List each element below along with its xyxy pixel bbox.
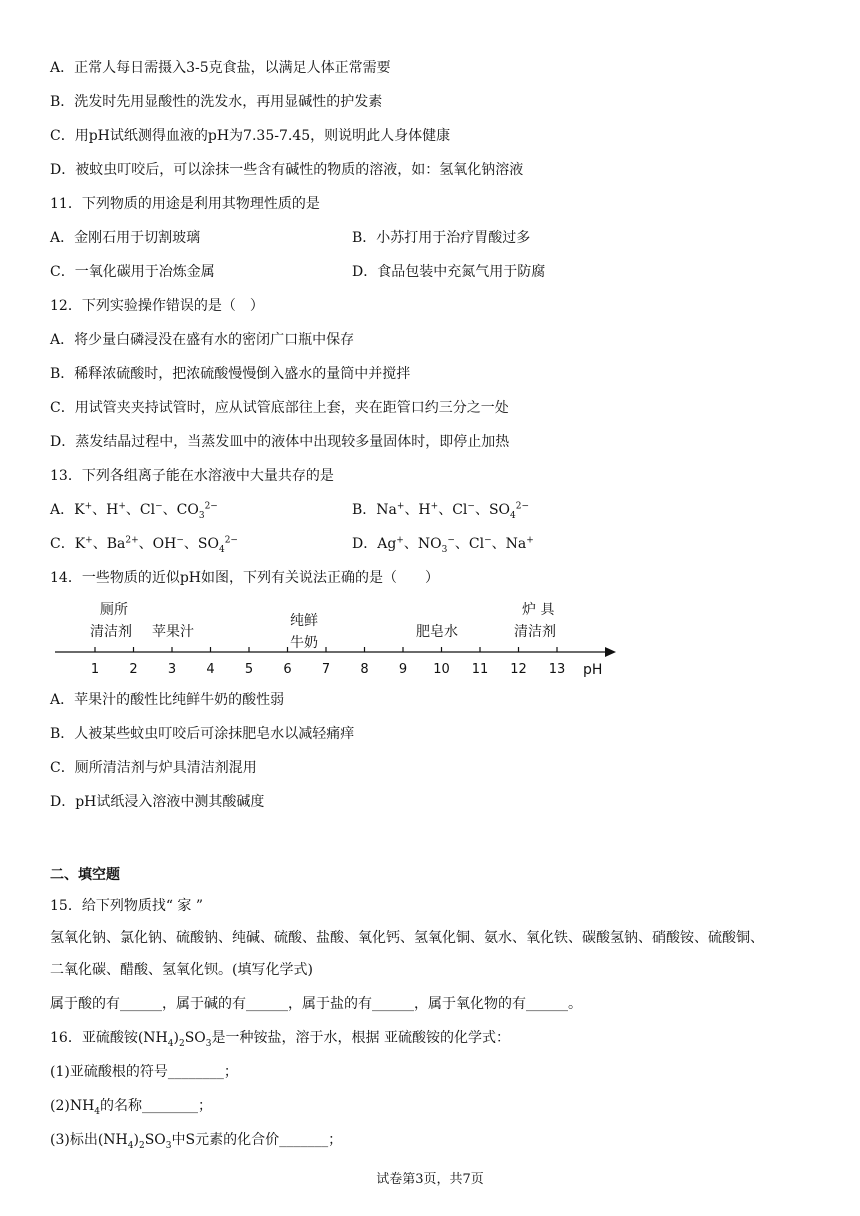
q15-answer-line: 属于酸的有______，属于碱的有______，属于盐的有______，属于氧化物的有______。 (50, 996, 582, 1012)
q13-option-a: A．K+、H+、Cl−、$CO_3^{2-}$ (50, 501, 218, 521)
q12-option-d: D．蒸发结晶过程中，当蒸发皿中的液体中出现较多量固体时，即停止加热 (50, 434, 510, 450)
q12-option-b: B．稀释浓硫酸时，把浓硫酸慢慢倒入盛水的量筒中并搅拌 (50, 366, 411, 382)
page-footer: 试卷第3页，共7页 (376, 1172, 484, 1187)
ph-tick-label: 13 (548, 662, 566, 677)
label-milk-line2: 牛奶 (290, 635, 318, 651)
q11-stem: 11．下列物质的用途是利用其物理性质的是 (50, 196, 320, 212)
q10-option-c: C．用pH试纸测得血液的pH为7.35-7.45，则说明此人身体健康 (50, 128, 451, 144)
q13-option-b: B．Na+、H+、Cl−、$SO_4^{2-}$ (352, 501, 530, 521)
ph-tick-label: 12 (510, 662, 527, 677)
q15-substances-line2: 二氧化碳、醋酸、氢氧化钡。(填写化学式) (50, 962, 313, 978)
q11-option-d: D．食品包装中充氮气用于防腐 (352, 264, 546, 280)
ph-tick-label: 3 (167, 662, 177, 677)
label-milk-line1: 纯鲜 (290, 613, 318, 629)
q14-option-d: D．pH试纸浸入溶液中测其酸碱度 (50, 794, 265, 810)
ph-tick-label: 11 (471, 662, 489, 677)
q16-part2: $(2)NH_4$的名称________； (50, 1098, 213, 1117)
q16-part3: (3)标出$(NH_4)_2SO_3$中S元素的化合价_______； (50, 1132, 343, 1151)
label-stove-cleaner-line1: 炉 具 (522, 602, 555, 618)
ph-tick-label: 6 (283, 662, 292, 677)
q14-option-b: B．人被某些蚊虫叮咬后可涂抹肥皂水以减轻痛痒 (50, 726, 355, 742)
q13-option-d: D．Ag+、$NO_3^-$、Cl−、Na+ (352, 535, 534, 555)
ph-tick-label: 8 (360, 662, 369, 677)
q12-option-c: C．用试管夹夹持试管时，应从试管底部往上套，夹在距管口约三分之一处 (50, 400, 509, 416)
q14-option-a: A．苹果汁的酸性比纯鲜牛奶的酸性弱 (50, 692, 285, 708)
q16-stem: 16．亚硫酸铵$(NH_4)_2SO_3$是一种铵盐，溶于水，根据 亚硫酸铵的化学式： (50, 1030, 510, 1049)
q10-option-b: B．洗发时先用显酸性的洗发水，再用显碱性的护发素 (50, 94, 383, 110)
ph-tick-label: 5 (244, 662, 254, 677)
ph-tick-label: 2 (129, 662, 138, 677)
q10-option-d: D．被蚊虫叮咬后，可以涂抹一些含有碱性的物质的溶液，如：氢氧化钠溶液 (50, 162, 524, 178)
label-apple-juice: 苹果汁 (152, 624, 194, 640)
q11-option-c: C．一氧化碳用于冶炼金属 (50, 264, 215, 280)
q15-substances-line1: 氢氧化钠、氯化钠、硫酸钠、纯碱、硫酸、盐酸、氧化钙、氢氧化铜、氨水、氧化铁、碳酸氢钠、硝酸铵、硫酸铜、 (50, 930, 764, 946)
ph-axis-unit: pH (583, 662, 603, 678)
q13-stem: 13．下列各组离子能在水溶液中大量共存的是 (50, 468, 334, 484)
ph-axis-arrow (605, 647, 616, 657)
section-title-fill-blank: 二、填空题 (50, 867, 120, 883)
label-toilet-cleaner-line2: 清洁剂 (90, 624, 132, 640)
ph-tick-label: 7 (321, 662, 331, 677)
ph-scale-diagram (50, 596, 620, 680)
q11-option-b: B．小苏打用于治疗胃酸过多 (352, 230, 531, 246)
q15-stem: 15．给下列物质找“ 家 ” (50, 898, 204, 914)
q12-option-a: A．将少量白磷浸没在盛有水的密闭广口瓶中保存 (50, 332, 355, 348)
ph-tick-label: 9 (398, 662, 408, 677)
q13-option-c: C．K+、$Ba^{2+}$、OH−、$SO_4^{2-}$ (50, 535, 238, 555)
label-toilet-cleaner-line1: 厕所 (100, 602, 128, 618)
q14-stem: 14．一些物质的近似pH如图，下列有关说法正确的是（ ） (50, 570, 439, 586)
ph-tick-label: 4 (206, 662, 215, 677)
label-stove-cleaner-line2: 清洁剂 (514, 624, 556, 640)
q14-option-c: C．厕所清洁剂与炉具清洁剂混用 (50, 760, 257, 776)
q16-part1: (1)亚硫酸根的符号________； (50, 1064, 238, 1080)
q11-option-a: A．金刚石用于切割玻璃 (50, 230, 201, 246)
q10-option-a: A．正常人每日需摄入3-5克食盐，以满足人体正常需要 (50, 60, 391, 76)
ph-tick-label: 1 (90, 662, 100, 677)
q12-stem: 12．下列实验操作错误的是（ ） (50, 298, 264, 314)
ph-tick-label: 10 (433, 662, 450, 677)
label-soap-water: 肥皂水 (416, 624, 458, 640)
